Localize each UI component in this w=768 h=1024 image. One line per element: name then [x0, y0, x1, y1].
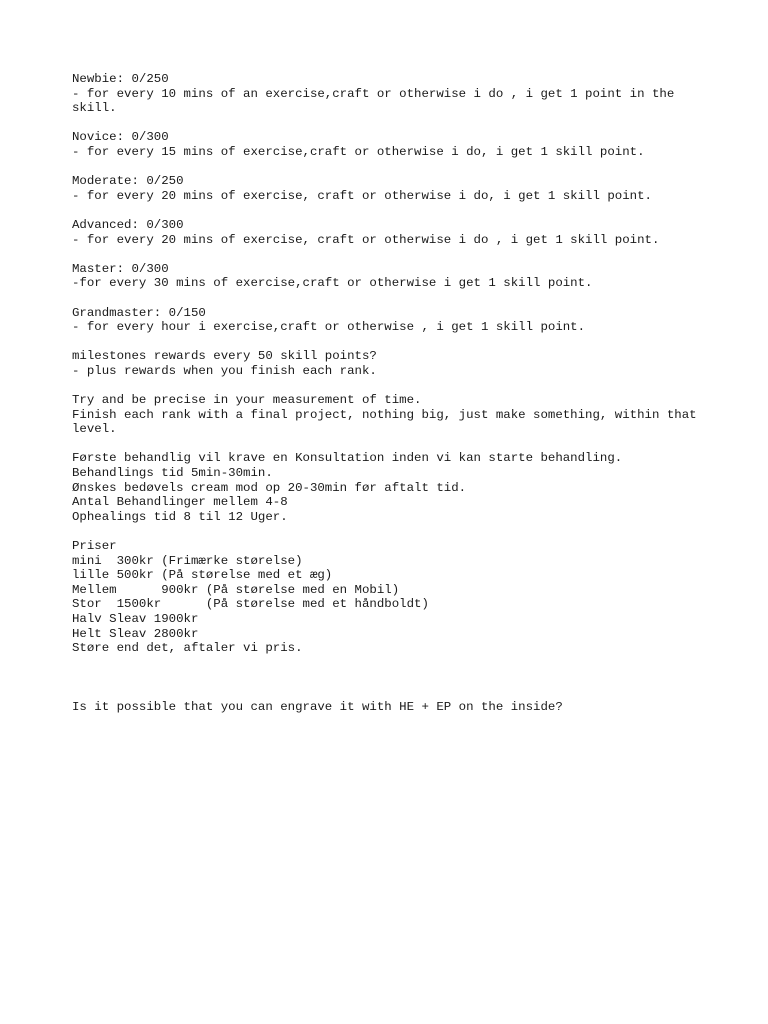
rank-title: Master: 0/300	[72, 261, 169, 276]
engraving-question: Is it possible that you can engrave it with HE + EP on the inside?	[72, 699, 563, 714]
prices-heading: Priser	[72, 539, 117, 553]
treatment-line: Behandlings tid 5min-30min.	[72, 466, 273, 481]
rank-description: - for every 20 mins of exercise, craft or otherwise i do, i get 1 skill point.	[72, 188, 652, 203]
precision-line: Try and be precise in your measurement of time.	[72, 393, 422, 408]
rank-title: Novice: 0/300	[72, 130, 169, 145]
rank-description: - for every 20 mins of exercise, craft or otherwise i do , i get 1 skill point.	[72, 232, 660, 247]
price-line: lille 500kr (På størelse med et æg)	[72, 568, 333, 583]
price-line: Helt Sleav 2800kr	[72, 626, 199, 641]
rank-title: Advanced: 0/300	[72, 217, 184, 232]
rank-description: - for every 10 mins of an exercise,craft or otherwise i do , i get 1 point in the skill.	[72, 86, 682, 116]
rank-title: Newbie: 0/250	[72, 72, 169, 86]
price-line: Stor 1500kr (På størelse med et håndboldt)	[72, 597, 429, 612]
rank-newbie	[72, 72, 712, 116]
treatment-line: Ønskes bedøvels cream mod op 20-30min før aftalt tid.	[72, 480, 467, 495]
rank-title: Grandmaster: 0/150	[72, 305, 206, 320]
prices-section	[72, 539, 712, 656]
price-line: Støre end det, aftaler vi pris.	[72, 641, 303, 656]
treatment-line: Første behandlig vil krave en Konsultation inden vi kan starte behandling.	[72, 451, 623, 466]
precision-section	[72, 393, 712, 437]
document-body	[72, 72, 712, 714]
rank-description: - for every hour i exercise,craft or otherwise , i get 1 skill point.	[72, 320, 586, 335]
milestones-section	[72, 349, 712, 378]
price-line: Mellem 900kr (På størelse med en Mobil)	[72, 582, 400, 597]
milestones-line: milestones rewards every 50 skill points?	[72, 349, 377, 364]
price-line: Halv Sleav 1900kr	[72, 611, 199, 626]
treatment-section	[72, 451, 712, 524]
precision-line: Finish each rank with a final project, nothing big, just make something, within that level.	[72, 407, 705, 437]
rank-master	[72, 262, 712, 291]
rank-title: Moderate: 0/250	[72, 174, 184, 189]
rank-grandmaster	[72, 306, 712, 335]
rank-description: -for every 30 mins of exercise,craft or otherwise i get 1 skill point.	[72, 276, 593, 291]
rank-moderate	[72, 174, 712, 203]
rank-novice	[72, 130, 712, 159]
milestones-line: - plus rewards when you finish each rank.	[72, 363, 377, 378]
treatment-line: Antal Behandlinger mellem 4-8	[72, 495, 288, 510]
price-line: mini 300kr (Frimærke størelse)	[72, 553, 303, 568]
treatment-line: Ophealings tid 8 til 12 Uger.	[72, 509, 288, 524]
rank-advanced	[72, 218, 712, 247]
rank-description: - for every 15 mins of exercise,craft or otherwise i do, i get 1 skill point.	[72, 144, 645, 159]
